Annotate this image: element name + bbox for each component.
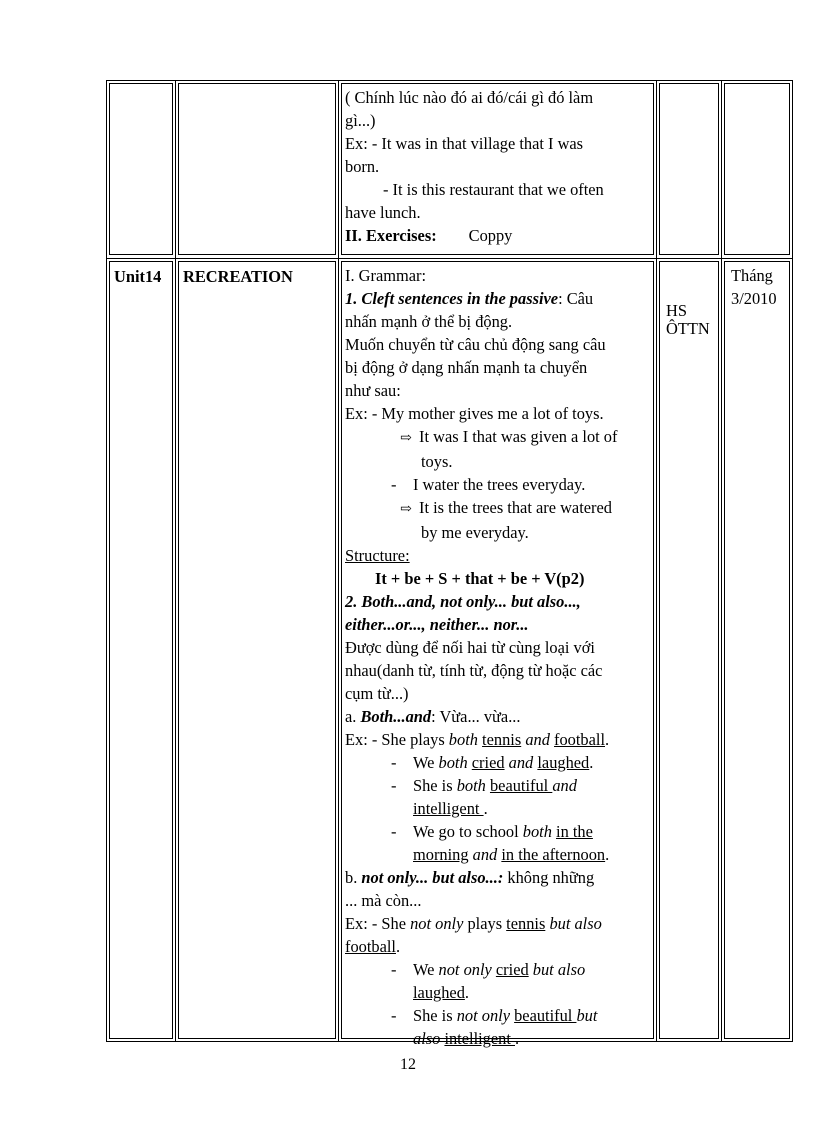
topic-label: RECREATION <box>183 267 293 286</box>
person-label: HS ÔTTN <box>666 301 710 338</box>
month-label: Tháng 3/2010 <box>731 266 777 308</box>
arrow-right-icon: ⇨ <box>400 431 412 446</box>
lesson-plan-table <box>106 80 793 1048</box>
unit-label: Unit14 <box>114 267 162 286</box>
row2-content: I. Grammar: 1. Cleft sentences in the passive: Câu nhấn mạnh ở thể bị động. Muốn chuyển từ câu chủ động sang câu bị động ở dạng nhấn mạnh ta chuyển như sau: Ex: - My mother gives me a lot of toys. ⇨ It was I that was given a lot of toys. - I water the trees everyday. ⇨ It is the trees that are watered by me everyday. Structure: It + be + S + that + be + V(p2) 2. Both...and, not only... but also..., either...or..., neither... nor... Được dùng để nối hai từ cùng loại với nhau(danh từ, tính từ, động từ hoặc các cụm từ...) a. Both...and: Vừa... vừa... Ex: - She plays both tennis and football. - We both cried and laughed. - She is both beautiful and intelligent . - We go to school both in the morning and in the afternoon. b. not only... but also...: không những ... mà còn... Ex: - She not only plays tennis but also football. - We not only cried but also laughed. - She is not only beautiful but also intelligent . <box>342 262 653 1050</box>
table-row <box>107 81 793 259</box>
page-number: 12 <box>400 1056 416 1073</box>
row1-content: ( Chính lúc nào đó ai đó/cái gì đó làm gì...) Ex: - It was in that village that I was born. - It is this restaurant that we often have lunch. II. Exercises: Coppy <box>345 88 604 245</box>
arrow-right-icon: ⇨ <box>400 502 412 517</box>
exercises-label: II. Exercises: <box>345 226 437 245</box>
table-row <box>107 259 793 1042</box>
structure-formula: It + be + S + that + be + V(p2) <box>375 569 585 588</box>
